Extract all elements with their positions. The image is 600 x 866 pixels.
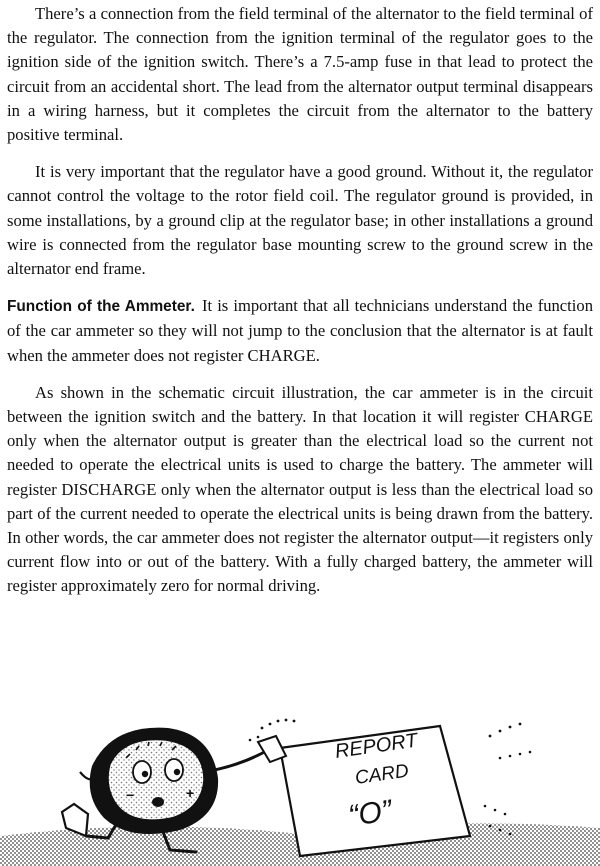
section-heading: Function of the Ammeter. xyxy=(7,298,195,316)
gauge-plus-sign: + xyxy=(186,785,195,801)
report-card-title: REPORT xyxy=(333,729,419,763)
paragraph-field-connection: There’s a connection from the field terminal of the alternator to the field terminal of the regulator. The connection from the ignition terminal of the regulator goes to the ignition side of the ignition switch. There’s a 7.5-amp fuse in that lead to protect the circuit from an accidental short. The lead from the alternator output terminal disappears in a wiring harness, but it completes the circuit from the alternator to the battery positive terminal. xyxy=(7,4,593,145)
gauge-minus-sign: − xyxy=(126,787,135,803)
paragraph-ammeter-circuit: As shown in the schematic circuit illustration, the car ammeter is in the circuit between the ignition switch and the battery. In that location it will register CHARGE only when the alternator output is greater than the electrical load so the current not needed to operate the electrical units is used to charge the battery. The ammeter will register DISCHARGE only when the alternator output is less than the electrical load so part of the current needed to operate the electrical units is being drawn from the battery. In other words, the car ammeter does not register the alternator output—it registers only current flow into or out of the battery. With a fully charged battery, the ammeter will register approximately zero for normal driving. xyxy=(7,382,593,596)
section-text: It is important that all technicians understand the function of the car ammeter so they will not jump to the conclusion that the alternator is at fault when the ammeter does not register CHARGE. xyxy=(7,296,593,365)
body-text xyxy=(7,2,593,612)
paragraph-regulator-ground: It is very important that the regulator have a good ground. Without it, the regulator cannot control the voltage to the rotor field coil. The regulator ground is provided, in some installations, by a ground clip at the regulator base; in other installations a ground wire is connected from the regulator base mounting screw to the ground screw in the alternator end frame. xyxy=(7,162,593,279)
cartoon-illustration xyxy=(0,706,600,866)
section-ammeter-function xyxy=(7,294,593,368)
report-card-subtitle: CARD xyxy=(353,760,411,789)
report-card-grade: “O” xyxy=(346,794,394,833)
